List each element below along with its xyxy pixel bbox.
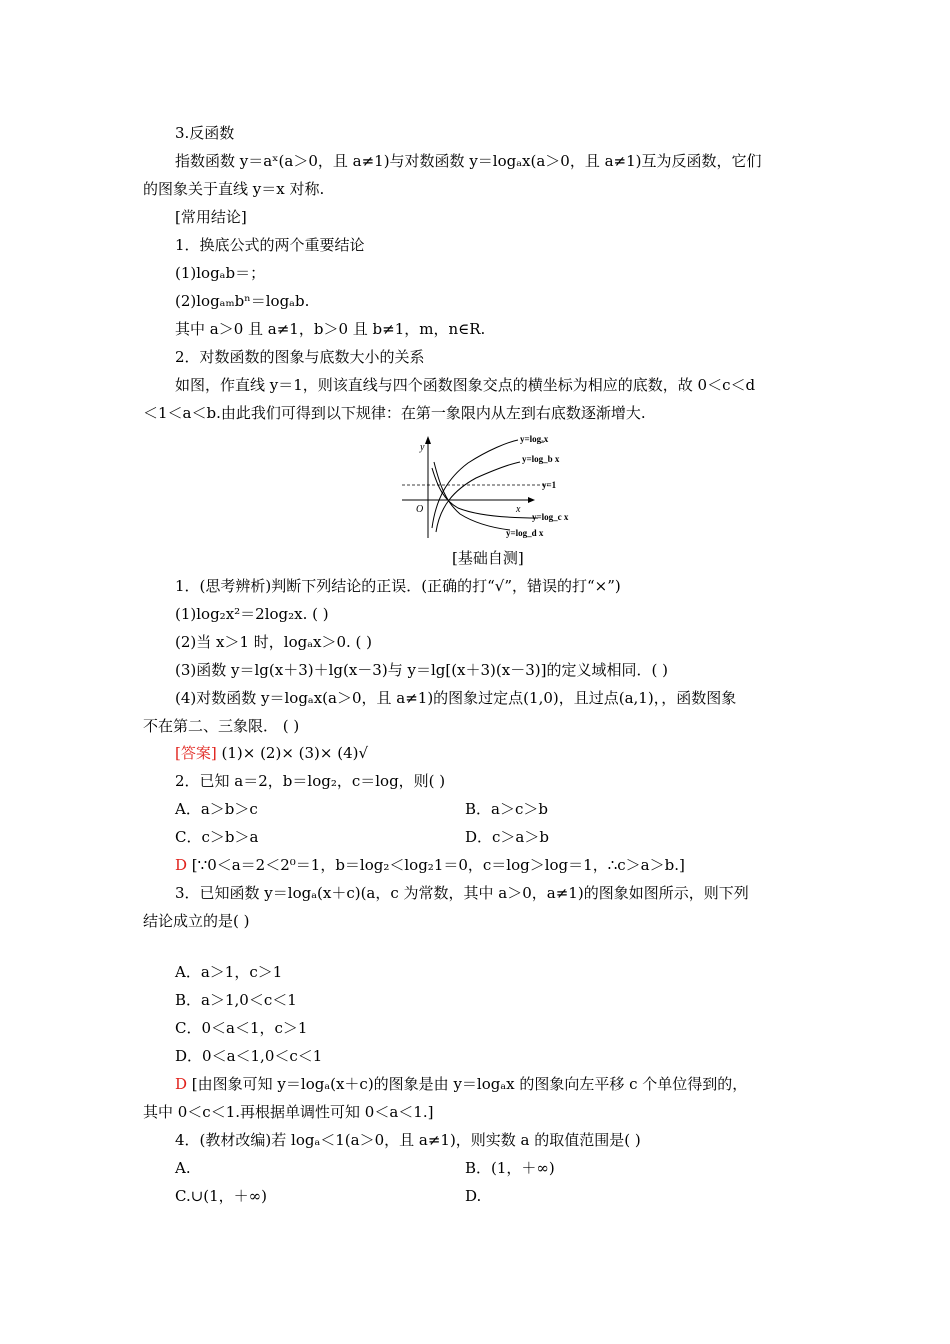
answer-letter: D [175,1075,188,1093]
text-line: [基础自测] [452,549,524,567]
curve-log-c [432,468,538,518]
graph-label-x: x [516,504,521,515]
text-line: 4．(教材改编)若 logₐ＜1(a＞0，且 a≠1)，则实数 a 的取值范围是( ) [175,1131,641,1149]
y-axis-arrow [425,436,431,444]
graph-label-log-d: y=log_d x [506,528,544,538]
text-line: B．a＞c＞b [465,800,548,818]
text-line: (4)对数函数 y＝logₐx(a＞0，且 a≠1)的图象过定点(1,0)，且过点(a,1)，，函数图象 [175,689,737,707]
text-line: [答案] (1)× (2)× (3)× (4)√ [175,744,369,762]
x-axis-arrow [528,497,535,503]
text-line: [常用结论] [175,208,247,226]
text-line: 结论成立的是( ) [143,912,250,930]
curve-log-a [432,440,518,528]
text-line: 3．已知函数 y＝logₐ(x＋c)(a，c 为常数，其中 a＞0，a≠1)的图象如图所示，则下列 [175,884,749,902]
text-line: 其中 0＜c＜1.再根据单调性可知 0＜a＜1.] [143,1103,434,1121]
text-line: (1)log₂x²＝2log₂x. ( ) [175,605,329,623]
graph-label-o: O [416,504,424,515]
text-line: (2)当 x＞1 时，logₐx＞0. ( ) [175,633,373,651]
answer-letter: D [175,856,188,874]
log-function-graph [398,428,582,540]
text-line: B．a＞1,0＜c＜1 [175,991,297,1009]
graph-label-log-b: y=log_b x [522,454,560,464]
text-line: ＜1＜a＜b.由此我们可得到以下规律：在第一象限内从左到右底数逐渐增大. [143,404,646,422]
text-line: 的图象关于直线 y＝x 对称. [143,180,325,198]
text-line: (3)函数 y＝lg(x＋3)＋lg(x－3)与 y＝lg[(x＋3)(x－3)]的定义域相同．( ) [175,661,668,679]
text-line: 其中 a＞0 且 a≠1，b＞0 且 b≠1，m，n∈R. [175,320,486,338]
text-line: A．a＞1，c＞1 [175,963,283,981]
curve-log-b [436,462,520,532]
text-line: D [由图象可知 y＝logₐ(x＋c)的图象是由 y＝logₐx 的图象向左平移 c 个单位得到的， [175,1075,748,1093]
curve-log-d [434,462,510,530]
text-line: D. [465,1187,482,1205]
text-line: D．0＜a＜1,0＜c＜1 [175,1047,323,1065]
text-line: C.∪(1，＋∞) [175,1187,268,1205]
text-line: D [∵0＜a＝2＜2⁰＝1，b＝log₂＜log₂1＝0，c＝log＞log＝1，∴c＞a＞b.] [175,856,685,874]
text-line: 指数函数 y＝aˣ(a＞0，且 a≠1)与对数函数 y＝logₐx(a＞0，且 a≠1)互为反函数，它们 [175,152,762,170]
text-line: (1)logₐb＝； [175,264,266,282]
text-line: 不在第二、三象限． ( ) [143,717,300,735]
text-line: 如图，作直线 y＝1，则该直线与四个函数图象交点的横坐标为相应的底数，故 0＜c＜d [175,376,756,394]
text-line: C．c＞b＞a [175,828,259,846]
text-line: D．c＞a＞b [465,828,549,846]
text-line: A. [175,1159,191,1177]
text-line: A．a＞b＞c [175,800,258,818]
answer-tag: [答案] [175,744,217,762]
graph-label-y: y [420,442,425,453]
text-line: 2．已知 a＝2，b＝log₂，c＝log，则( ) [175,772,446,790]
text-line: (2)logₐₘbⁿ＝logₐb. [175,292,310,310]
text-line: 1．换底公式的两个重要结论 [175,236,365,254]
text-line: C．0＜a＜1，c＞1 [175,1019,308,1037]
graph-label-y1: y=1 [542,480,557,490]
text-line: 3.反函数 [175,124,235,142]
graph-label-log-a: y=logₐx [520,434,549,444]
text-line: B．(1，＋∞) [465,1159,555,1177]
text-line: 2．对数函数的图象与底数大小的关系 [175,348,425,366]
text-line: 1．(思考辨析)判断下列结论的正误．(正确的打“√”，错误的打“×”) [175,577,621,595]
graph-label-log-c: y=log_c x [532,512,569,522]
